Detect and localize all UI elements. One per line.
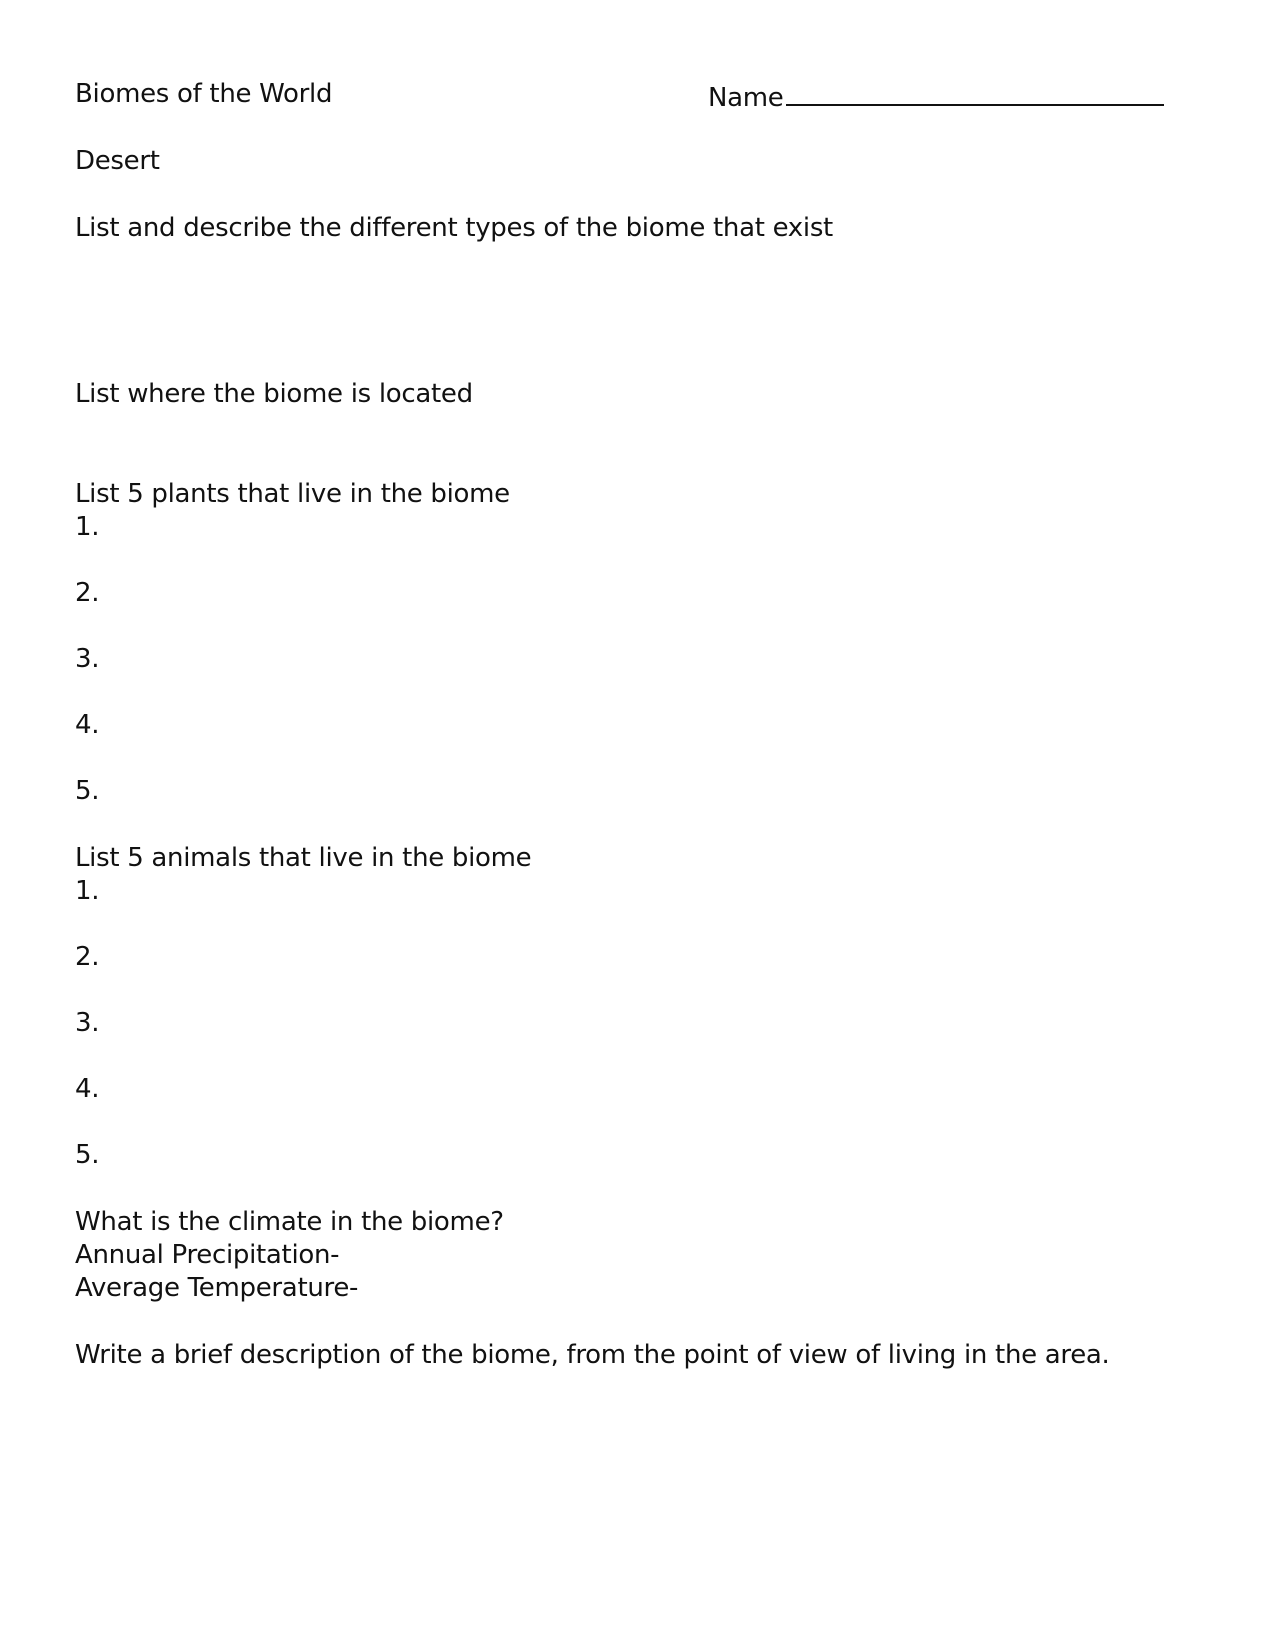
animal-item-2: 2. [75,942,100,972]
average-temperature-label: Average Temperature- [75,1273,359,1303]
animal-item-4: 4. [75,1074,100,1104]
description-question: Write a brief description of the biome, from the point of view of living in the area. [75,1340,1110,1370]
name-blank-line[interactable] [786,78,1164,106]
climate-question: What is the climate in the biome? [75,1207,504,1237]
worksheet-title: Biomes of the World [75,79,333,109]
plant-item-1: 1. [75,512,100,542]
plant-item-5: 5. [75,776,100,806]
animals-question: List 5 animals that live in the biome [75,843,532,873]
animal-item-3: 3. [75,1008,100,1038]
name-label: Name [708,83,784,113]
biome-heading: Desert [75,146,160,176]
plant-item-2: 2. [75,578,100,608]
types-question: List and describe the different types of the biome that exist [75,213,833,243]
animal-item-1: 1. [75,876,100,906]
location-question: List where the biome is located [75,379,473,409]
plant-item-4: 4. [75,710,100,740]
plant-item-3: 3. [75,644,100,674]
plants-question: List 5 plants that live in the biome [75,479,510,509]
name-field[interactable] [708,78,1164,114]
annual-precipitation-label: Annual Precipitation- [75,1240,340,1270]
animal-item-5: 5. [75,1140,100,1170]
